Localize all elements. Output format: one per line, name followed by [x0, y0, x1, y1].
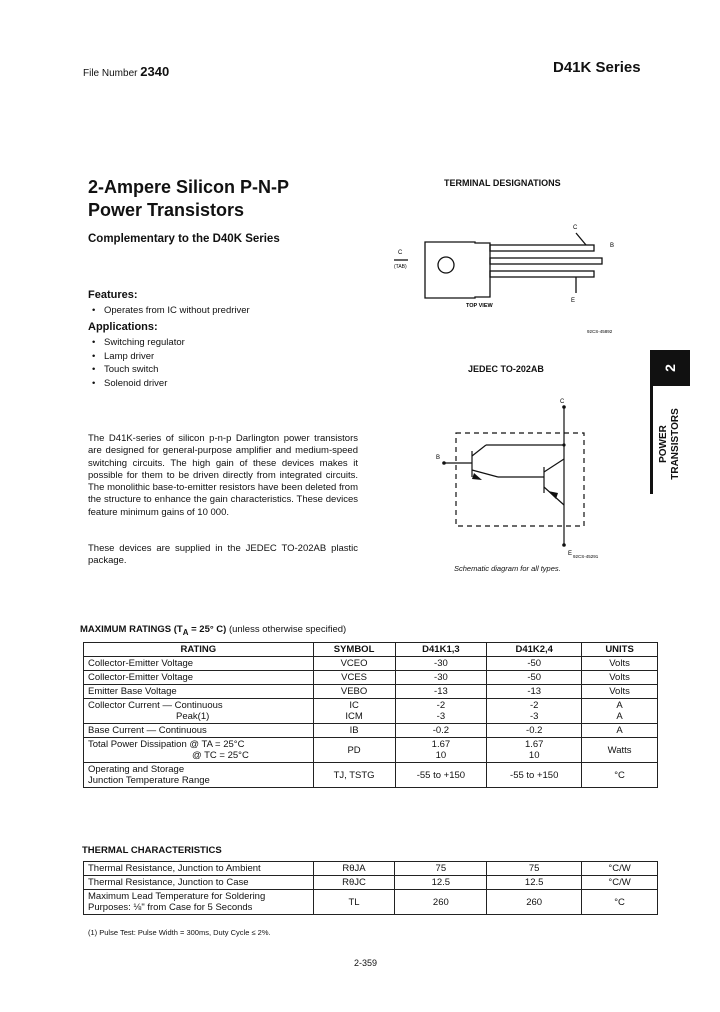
series-title: D41K Series [553, 59, 641, 76]
list-item: • Switching regulator [90, 336, 185, 350]
table-row: Collector-Emitter Voltage VCES -30 -50 Volts [84, 671, 658, 685]
terminal-dot-b [442, 461, 446, 465]
section-number: 2 [650, 350, 690, 386]
page-number: 2-359 [354, 958, 378, 968]
thermal-table [83, 861, 658, 915]
applications-heading: Applications: [88, 321, 158, 333]
table-row: Collector-Emitter Voltage VCEO -30 -50 Volts [84, 657, 658, 671]
features-list [90, 304, 250, 318]
page-title [88, 176, 289, 222]
features-heading: Features: [88, 289, 138, 301]
subtitle: Complementary to the D40K Series [88, 233, 280, 245]
schematic-diagram [430, 395, 610, 580]
max-ratings-table [83, 642, 658, 788]
terminal-diagram [380, 215, 630, 340]
lead-b [490, 258, 602, 264]
section-label: POWER TRANSISTORS [658, 408, 681, 480]
side-tab [650, 350, 690, 494]
terminal-diagram-code: 92CS-45892 [587, 329, 613, 334]
max-ratings-heading: MAXIMUM RATINGS ($T_A = 25^\circ$ C) (unless otherwise specified) [80, 624, 347, 637]
description-paragraph: The D41K-series of silicon p-n-p Darlington power transistors are designed for general-purpose amplifier and medium-speed switching circuits. The high gain of these devices makes it possible for them to be driven directly from integrated circuits. The monolithic base-to-emitter resistors have been deleted from the structure to enhance the gain characteristics. These devices feature minimum gains of 10 000. [88, 433, 358, 518]
terminal-designations-title: TERMINAL DESIGNATIONS [444, 178, 561, 188]
package-paragraph: These devices are supplied in the JEDEC TO-202AB plastic package. [88, 543, 358, 567]
package-label: JEDEC TO-202AB [468, 364, 544, 374]
pin-label-c: C [573, 225, 578, 231]
footnote: (1) Pulse Test: Pulse Width = 300ms, Duty Cycle ≤ 2%. [88, 928, 271, 937]
list-item: • Touch switch [90, 363, 185, 377]
lead-e [490, 271, 594, 277]
q1-emitter-arrow [472, 473, 482, 480]
thermal-heading: THERMAL CHARACTERISTICS [82, 845, 222, 856]
table-row: Maximum Lead Temperature for Soldering Purposes: ⅛" from Case for 5 Seconds TL 260 260 °C [84, 890, 658, 915]
pin-label-b: B [610, 243, 615, 249]
lead-c [490, 245, 594, 251]
table-row: Thermal Resistance, Junction to Ambient RθJA 75 75 °C/W [84, 862, 658, 876]
table-row: Operating and Storage Junction Temperature Range TJ, TSTG -55 to +150 -55 to +150 °C [84, 763, 658, 788]
table-row: Thermal Resistance, Junction to Case RθJC 12.5 12.5 °C/W [84, 876, 658, 890]
file-number-value: 2340 [140, 64, 170, 79]
package-outline [456, 433, 584, 526]
table-row: Base Current — Continuous IB -0.2 -0.2 A [84, 724, 658, 738]
list-item: • Lamp driver [90, 350, 185, 364]
title-line-1: 2-Ampere Silicon P-N-P [88, 177, 290, 197]
applications-list [90, 336, 185, 390]
schematic-label-c: C [560, 399, 565, 405]
tab-label: (TAB) [394, 264, 407, 270]
schematic-label-b: B [436, 455, 441, 461]
file-number-label: File Number [83, 68, 138, 79]
tab-label-c: C [398, 250, 403, 256]
table-row: Total Power Dissipation @ TA = 25°C @ TC = 25°C PD 1.67 10 1.67 10 Watts [84, 738, 658, 763]
terminal-dot-e [562, 543, 566, 547]
package-body [425, 242, 490, 298]
list-item: • Operates from IC without predriver [90, 304, 250, 318]
table-row: Collector Current — Continuous Peak(1) IC ICM -2 -3 -2 -3 A A [84, 699, 658, 724]
file-number [83, 64, 169, 79]
mounting-hole [438, 257, 454, 273]
schematic-caption: Schematic diagram for all types. [454, 564, 561, 573]
table-row: Emitter Base Voltage VEBO -13 -13 Volts [84, 685, 658, 699]
schematic-label-e: E [568, 551, 573, 557]
schematic-code: 92CS-45291 [573, 554, 599, 559]
pin-label-e: E [571, 298, 576, 304]
list-item: • Solenoid driver [90, 377, 185, 391]
tab-rule [650, 386, 653, 494]
table-header-row: RATING SYMBOL D41K1,3 D41K2,4 UNITS [84, 643, 658, 657]
title-line-2: Power Transistors [88, 200, 245, 220]
top-view-label: TOP VIEW [466, 303, 493, 309]
terminal-dot-c [562, 405, 566, 409]
